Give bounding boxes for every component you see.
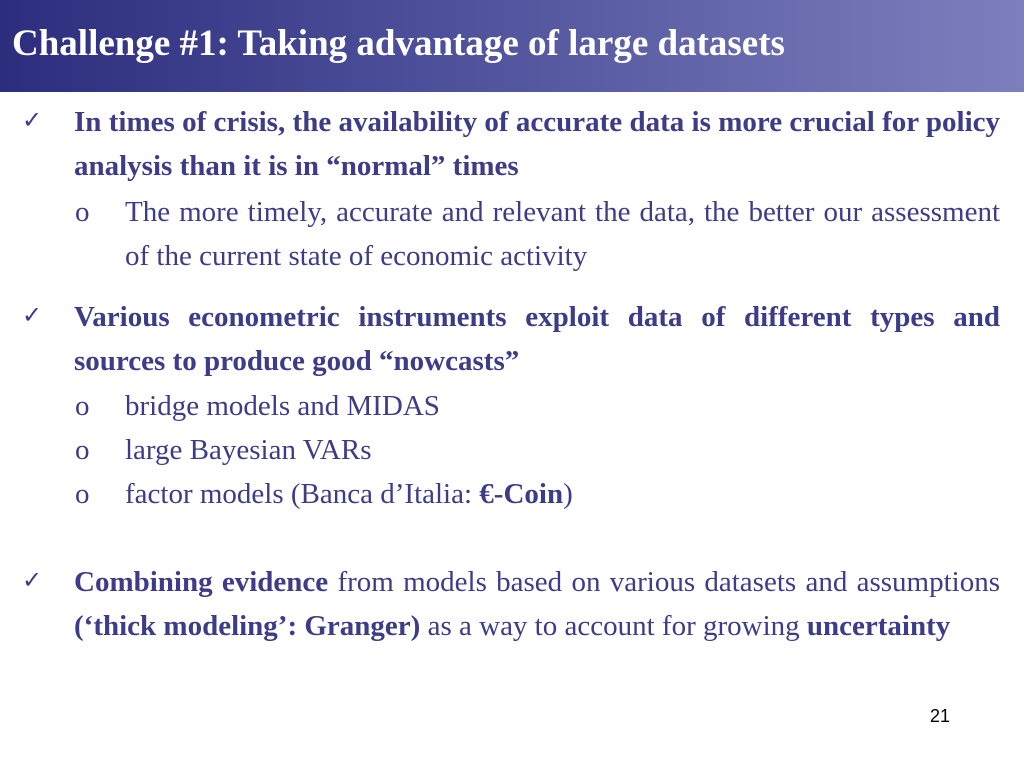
bullet-1-text: In times of crisis, the availability of accurate data is more crucial for policy analysis than it is in “normal” times bbox=[74, 106, 1000, 182]
sub-bullet-marker: o bbox=[75, 434, 90, 466]
sub-bullet-marker: o bbox=[75, 196, 90, 228]
checkmark-icon: ✓ bbox=[22, 566, 43, 594]
bullet-3-text-2: from models based on various datasets and assumptions bbox=[328, 566, 1000, 598]
checkmark-icon: ✓ bbox=[22, 106, 43, 134]
bullet-2-sub-3-suffix: ) bbox=[563, 478, 573, 510]
bullet-3-text bbox=[74, 560, 1000, 648]
bullet-3-bold-1: Combining evidence bbox=[74, 566, 329, 598]
page-number: 21 bbox=[930, 706, 951, 726]
bullet-2-sub-3-prefix: factor models (Banca d’Italia: bbox=[125, 478, 480, 510]
bullet-2-sub-1: bridge models and MIDAS bbox=[125, 390, 440, 422]
bullet-2-sub-3 bbox=[125, 472, 1000, 516]
bullet-3-text-4: as a way to account for growing bbox=[420, 610, 807, 642]
slide-title: Challenge #1: Taking advantage of large datasets bbox=[12, 23, 785, 64]
bullet-3-bold-3: uncertainty bbox=[806, 610, 951, 642]
title-bar bbox=[0, 0, 1024, 92]
bullet-2-sub-2: large Bayesian VARs bbox=[125, 434, 372, 466]
bullet-2-text: Various econometric instruments exploit data of different types and sources to produce good “nowcasts” bbox=[74, 301, 1000, 377]
checkmark-icon: ✓ bbox=[22, 301, 43, 329]
sub-bullet-marker: o bbox=[75, 478, 90, 510]
sub-bullet-marker: o bbox=[75, 390, 90, 422]
bullet-1-sub-1: The more timely, accurate and relevant the data, the better our assessment of the current state of economic activity bbox=[125, 196, 1000, 272]
ecoin-label: €-Coin bbox=[479, 478, 564, 510]
bullet-3-bold-2: (‘thick modeling’: Granger) bbox=[74, 610, 421, 642]
